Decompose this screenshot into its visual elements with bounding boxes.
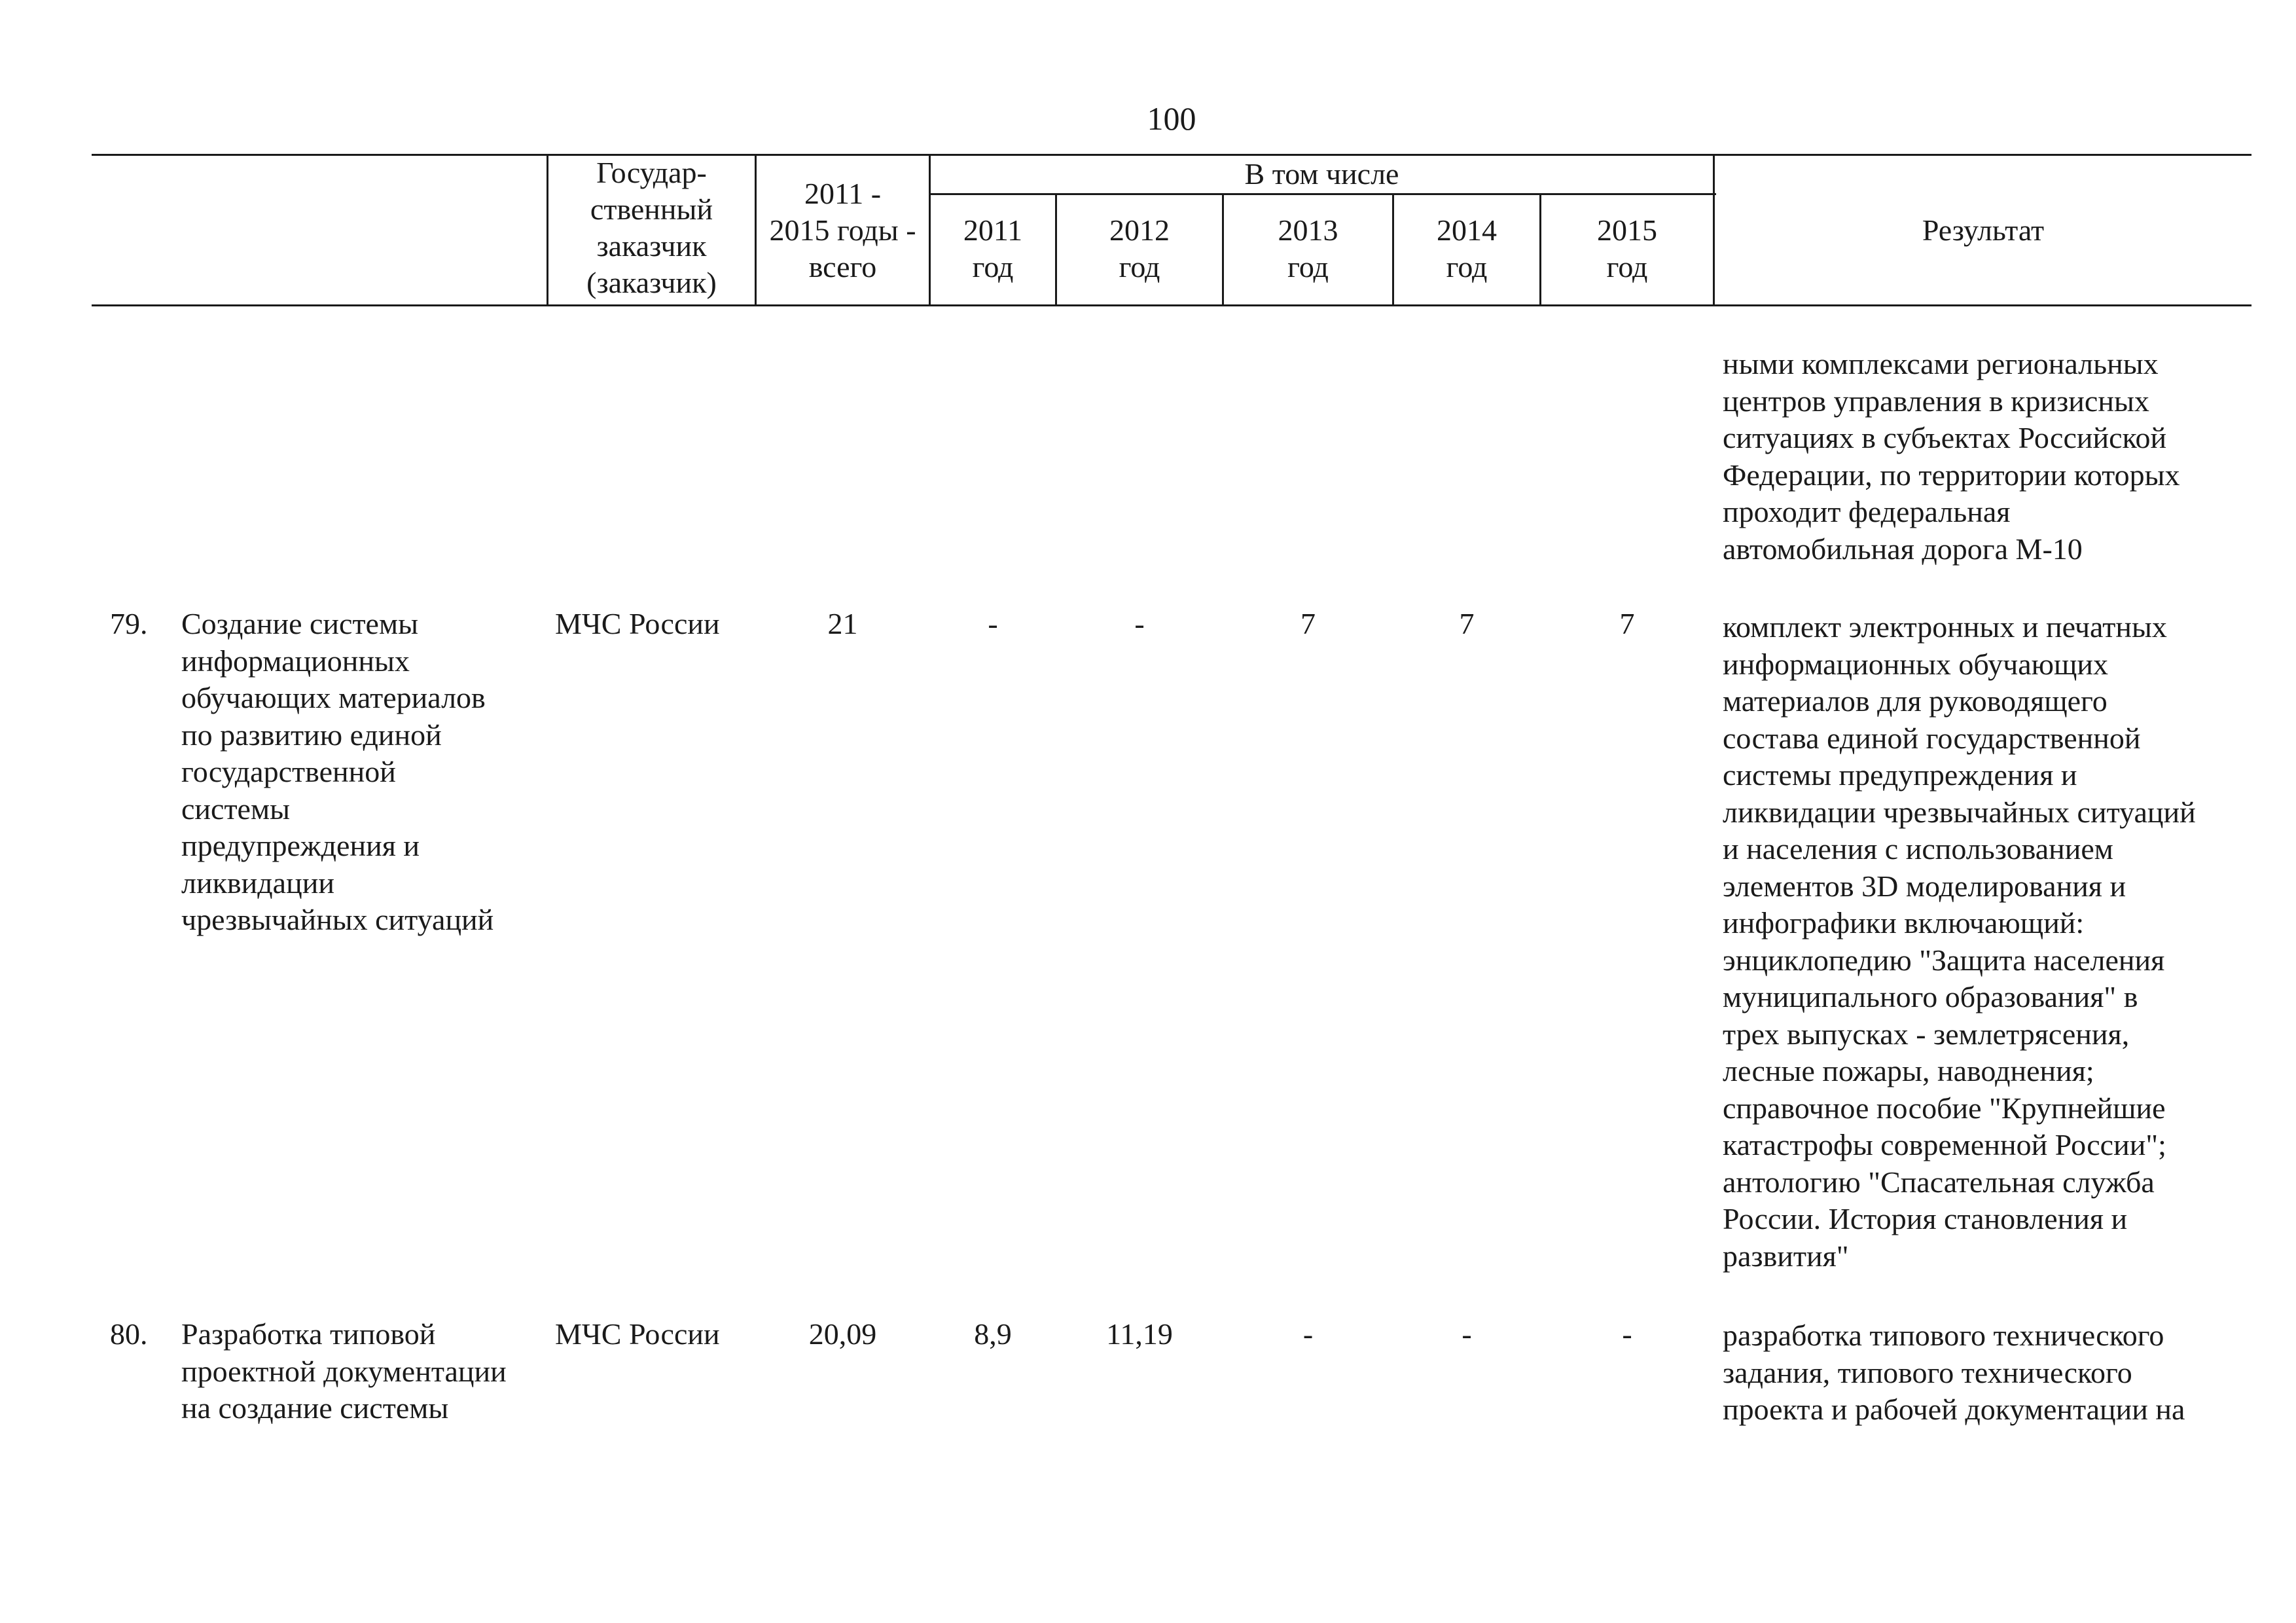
result-line: инфографики включающий: <box>1723 906 2085 939</box>
row-79-2015: 7 <box>1619 607 1635 640</box>
header-year-label: 2012 <box>1109 213 1170 247</box>
result-line: элементов 3D моделирования и <box>1723 869 2126 903</box>
result-line: комплект электронных и печатных <box>1723 610 2167 644</box>
name-line: системы <box>181 792 290 826</box>
header-year-unit: год <box>1446 250 1488 283</box>
header-year-2012 <box>1057 212 1222 285</box>
row-79-name <box>181 606 493 939</box>
header-year-unit: год <box>1606 250 1648 283</box>
result-line: антологию "Спасательная служба <box>1723 1165 2155 1199</box>
header-year-2014 <box>1394 212 1539 285</box>
header-customer-line: (заказчик) <box>586 266 717 299</box>
header-year-2013 <box>1224 212 1392 285</box>
name-line: государственной <box>181 755 396 788</box>
header-bottom-rule <box>92 304 2251 306</box>
result-line: проекта и рабочей документации на <box>1723 1393 2185 1426</box>
row-80-2012: 11,19 <box>1106 1317 1173 1351</box>
header-year-label: 2014 <box>1437 213 1497 247</box>
header-year-unit: год <box>1287 250 1329 283</box>
page-number: 100 <box>1147 100 1196 137</box>
name-line: чрезвычайных ситуаций <box>181 903 494 936</box>
header-customer-line: ственный <box>590 192 713 226</box>
name-line: Разработка типовой <box>181 1317 436 1351</box>
name-line: ликвидации <box>181 866 334 900</box>
result-line: ситуациях в субъектах Российской <box>1723 421 2167 454</box>
result-line: лесные пожары, наводнения; <box>1723 1054 2094 1087</box>
result-line: задания, типового технического <box>1723 1355 2132 1389</box>
result-line: состава единой государственной <box>1723 721 2141 755</box>
continuation-result <box>1723 346 2180 568</box>
result-line: развития" <box>1723 1239 1849 1273</box>
header-result: Результат <box>1922 213 2045 247</box>
result-line: автомобильная дорога М-10 <box>1723 532 2083 566</box>
result-line: проходит федеральная <box>1723 495 2011 528</box>
row-79-2012: - <box>1134 607 1145 640</box>
name-line: проектной документации <box>181 1354 507 1388</box>
result-line: информационных обучающих <box>1723 647 2109 681</box>
name-line: на создание системы <box>181 1391 449 1425</box>
result-line: справочное пособие "Крупнейшие <box>1723 1091 2166 1125</box>
header-customer-line: заказчик <box>596 229 707 263</box>
header-year-2015 <box>1541 212 1713 285</box>
name-line: информационных <box>181 644 410 678</box>
row-80-2014: - <box>1462 1317 1472 1351</box>
result-line: материалов для руководящего <box>1723 684 2108 718</box>
header-customer-line: Государ- <box>596 156 707 189</box>
row-79-number: 79. <box>110 607 148 640</box>
result-line: России. История становления и <box>1723 1202 2128 1235</box>
result-line: муниципального образования" в <box>1723 980 2138 1013</box>
result-line: центров управления в кризисных <box>1723 384 2149 418</box>
row-80-customer: МЧС России <box>555 1317 720 1351</box>
row-80-result <box>1723 1317 2185 1429</box>
row-80-2015: - <box>1622 1317 1632 1351</box>
result-line: Федерации, по территории которых <box>1723 458 2180 492</box>
row-79-2014: 7 <box>1459 607 1475 640</box>
row-80-total: 20,09 <box>808 1317 877 1351</box>
result-line: ликвидации чрезвычайных ситуаций <box>1723 795 2196 829</box>
result-line: катастрофы современной России"; <box>1723 1128 2166 1161</box>
row-80-name <box>181 1316 507 1427</box>
result-line: и населения с использованием <box>1723 832 2113 866</box>
result-line: разработка типового технического <box>1723 1319 2164 1352</box>
including-sub-rule <box>931 193 1716 195</box>
name-line: обучающих материалов <box>181 681 486 714</box>
header-year-unit: год <box>1119 250 1160 283</box>
name-line: предупреждения и <box>181 829 420 862</box>
row-79-total: 21 <box>827 607 858 640</box>
header-total-line: 2011 - <box>804 177 882 210</box>
header-including: В том числе <box>1244 157 1399 191</box>
row-79-result <box>1723 609 2196 1275</box>
name-line: по развитию единой <box>181 718 442 752</box>
header-year-label: 2011 <box>963 213 1023 247</box>
result-line: трех выпусках - землетрясения, <box>1723 1017 2130 1051</box>
header-total-line: 2015 годы - <box>769 213 916 247</box>
header-year-2011 <box>931 212 1055 285</box>
result-line: системы предупреждения и <box>1723 758 2077 792</box>
row-79-customer: МЧС России <box>555 607 720 640</box>
row-80-2013: - <box>1302 1317 1314 1351</box>
header-year-unit: год <box>972 250 1014 283</box>
header-total <box>757 175 929 285</box>
result-line: ными комплексами региональных <box>1723 347 2159 380</box>
name-line: Создание системы <box>181 607 418 640</box>
row-79-2013: 7 <box>1300 607 1316 640</box>
header-customer <box>548 155 755 301</box>
header-total-line: всего <box>808 250 877 283</box>
header-year-label: 2015 <box>1597 213 1657 247</box>
row-79-2011: - <box>988 607 998 640</box>
row-80-2011: 8,9 <box>974 1317 1012 1351</box>
header-year-label: 2013 <box>1278 213 1338 247</box>
result-line: энциклопедию "Защита населения <box>1723 943 2165 977</box>
row-80-number: 80. <box>110 1317 148 1351</box>
